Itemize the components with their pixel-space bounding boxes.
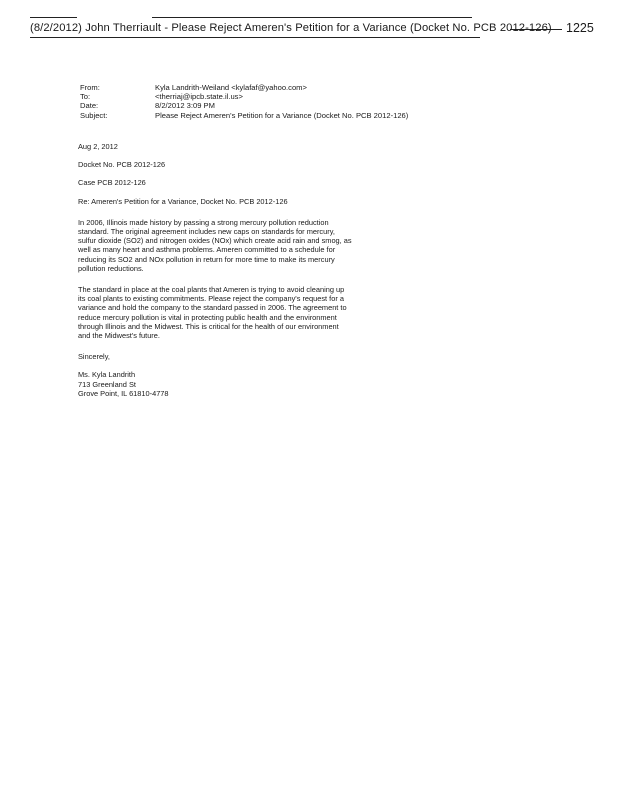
meta-value: <therriaj@ipcb.state.il.us> xyxy=(155,92,243,102)
header-underline xyxy=(30,37,480,38)
case-line: Case PCB 2012-126 xyxy=(78,178,146,188)
meta-label: Date: xyxy=(80,101,99,111)
page-header-title: (8/2/2012) John Therriault - Please Reject Ameren's Petition for a Variance (Docket No. PCB 2012-126) xyxy=(30,22,552,34)
page-number: 1225 xyxy=(566,21,594,35)
letter-date: Aug 2, 2012 xyxy=(78,142,118,151)
re-line: Re: Ameren's Petition for a Variance, Docket No. PCB 2012-126 xyxy=(78,196,288,206)
meta-label: To: xyxy=(80,92,91,102)
meta-value: Please Reject Ameren's Petition for a Variance (Docket No. PCB 2012-126) xyxy=(155,110,409,120)
signature-address-1: 713 Greenland St xyxy=(78,379,136,389)
paragraph-1: In 2006, Illinois made history by passing a strong mercury pollution reduction standard. The original agreement includes new caps on standards for mercury, sulfur dioxide (SO2) and nitrogen oxides (NOx) which create acid rain and smog, as well as many heart and asthma problems. Ameren committed to a schedule for reducing its SO2 and NOx pollution in return for more time to make its mercury pollution reductions. xyxy=(78,217,352,273)
meta-row-subject xyxy=(80,111,408,120)
signature-address-2: Grove Point, IL 61810-4778 xyxy=(78,388,169,398)
meta-row-to xyxy=(80,92,408,101)
email-body xyxy=(78,142,353,398)
signature-name: Ms. Kyla Landrith xyxy=(78,370,136,380)
closing: Sincerely, xyxy=(78,352,110,362)
header-rule-mid xyxy=(152,17,472,18)
docket-line: Docket No. PCB 2012-126 xyxy=(78,160,166,170)
meta-label: From: xyxy=(80,83,100,92)
header-rule-left xyxy=(30,17,77,18)
meta-label: Subject: xyxy=(80,110,108,120)
email-metadata xyxy=(80,83,408,120)
meta-value: Kyla Landrith-Weiland <kylafaf@yahoo.com> xyxy=(155,83,307,92)
paragraph-2: The standard in place at the coal plants that Ameren is trying to avoid cleaning up its coal plants to existing commitments. Please reject the company's request for a variance and hold the company to the standard passed in 2006. The agreement to reduce mercury pollution is vital in protecting public health and the environment through Illinois and the Midwest. This is critical for the health of our environment and the Midwest's future. xyxy=(78,285,347,341)
meta-row-date xyxy=(80,101,408,110)
meta-row-from xyxy=(80,83,408,92)
meta-value: 8/2/2012 3:09 PM xyxy=(155,101,215,111)
